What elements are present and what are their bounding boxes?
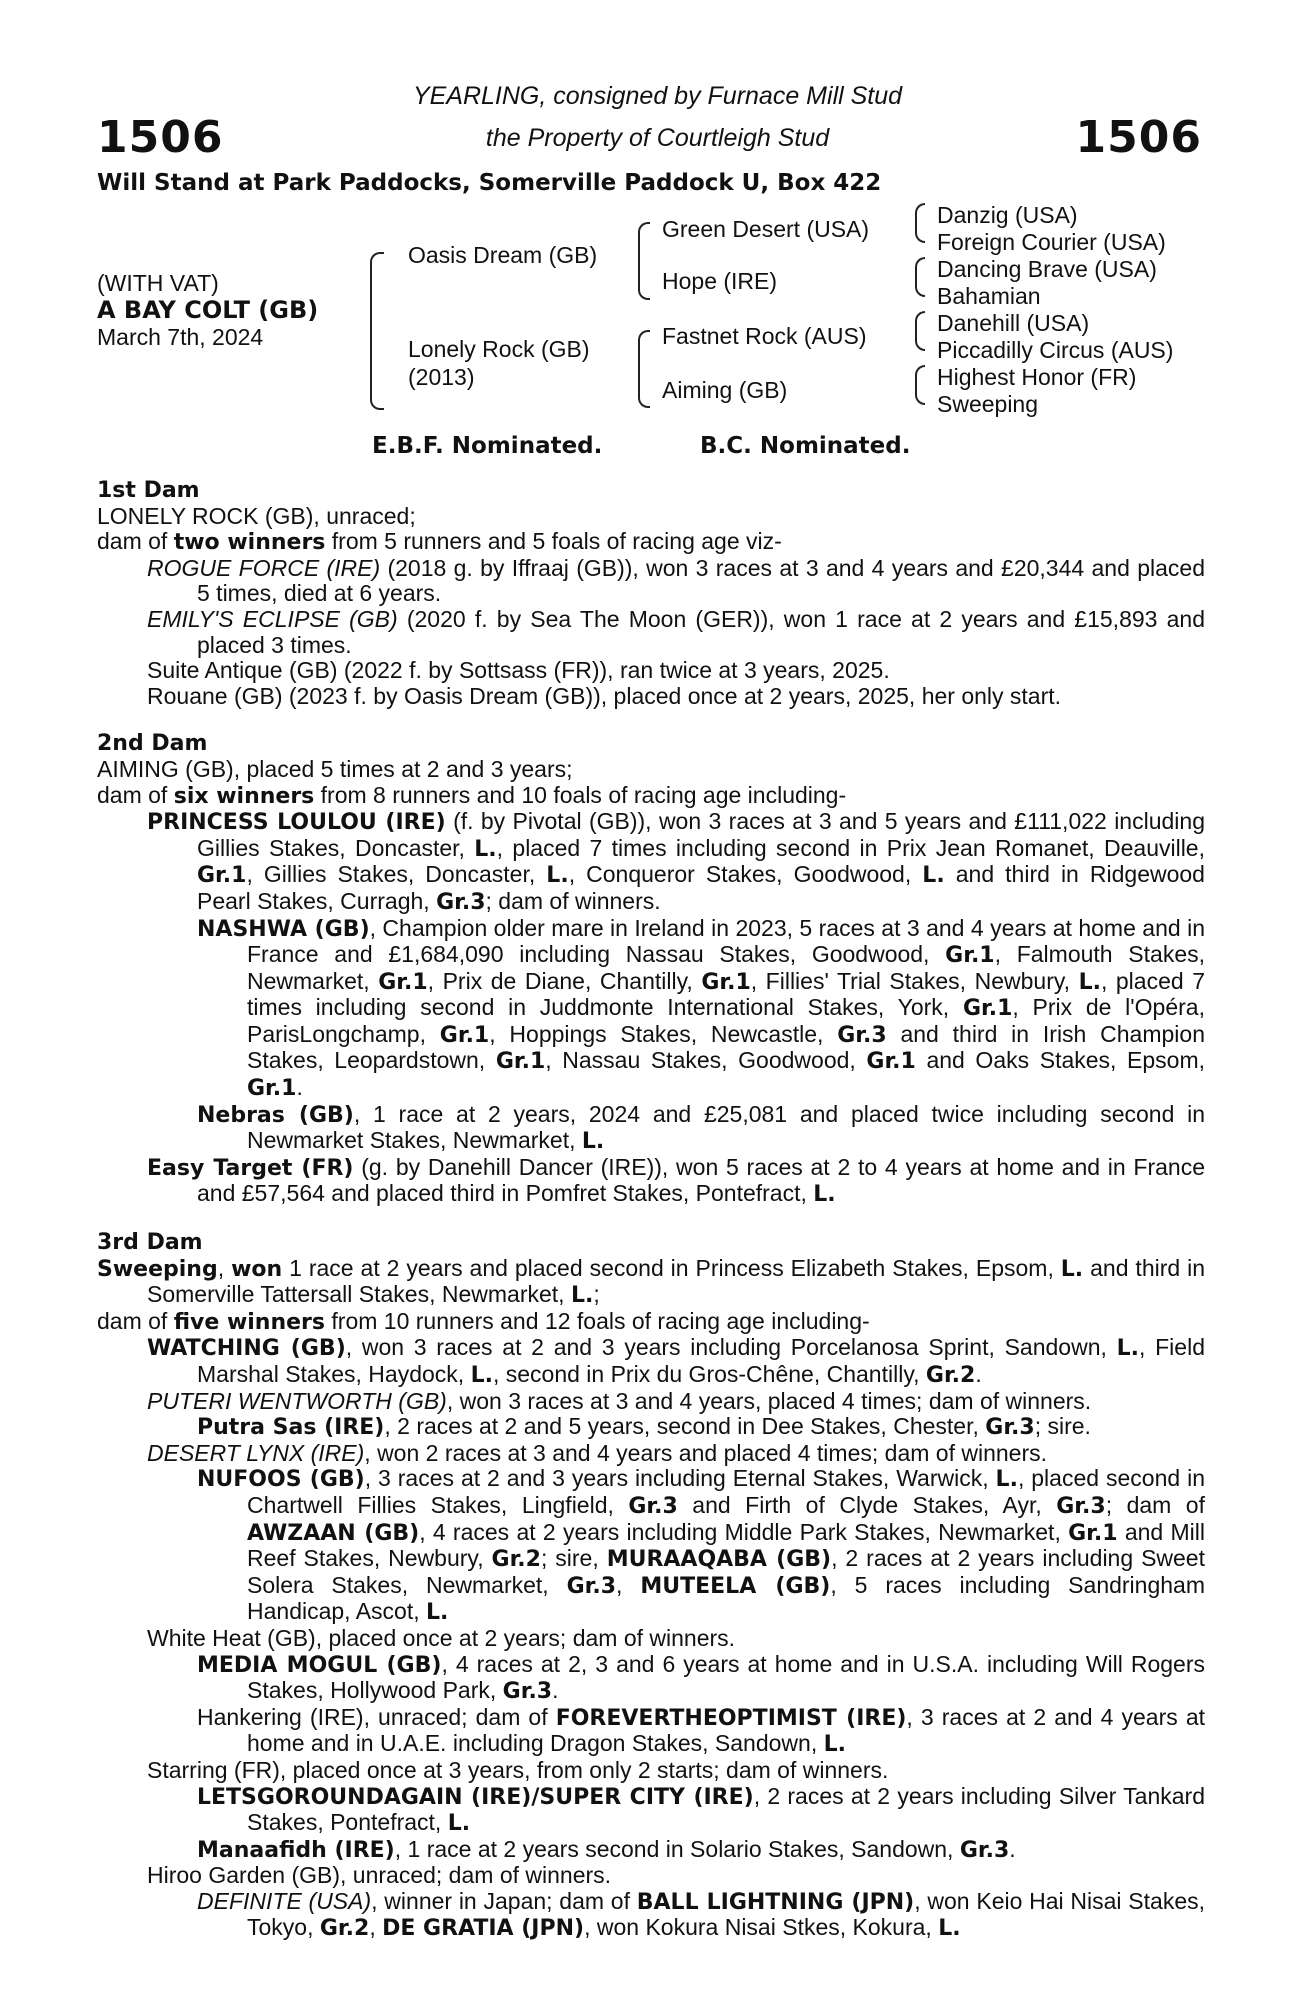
entry-line	[97, 1889, 1205, 1942]
text-run: , won 2 races at 3 and 4 years and placed 4 times; dam of winners.	[364, 1439, 1047, 1466]
italic-text: DESERT LYNX (IRE)	[147, 1439, 365, 1466]
pedigree-sire-dam: Hope (IRE)	[662, 268, 778, 294]
entry-line	[97, 1256, 1205, 1309]
bold-text: two winners	[173, 530, 326, 556]
text-run: , 3 races at 2 and 4 years at home and in U.A.E. including Dragon Stakes, Sandown,	[247, 1703, 1206, 1757]
bold-text: Nebras (GB)	[197, 1102, 354, 1128]
bold-text: Gr.1	[945, 943, 995, 969]
text-run: , Champion older mare in Ireland in 2023, 5 races at 3 and 4 years at home and in France and £1,684,090 including Nassau Stakes, Goodwood,	[247, 914, 1205, 968]
entry-line	[97, 1389, 1205, 1415]
bold-text: Gr.3	[628, 1493, 678, 1519]
text-run: White Heat (GB), placed once at 2 years; dam of winners.	[147, 1624, 736, 1651]
lot-number-right: 1506	[1075, 112, 1202, 163]
bold-text: Gr.3	[436, 889, 486, 915]
entry-line	[97, 1102, 1205, 1155]
text-run: and Firth of Clyde Stakes, Ayr,	[677, 1491, 1057, 1518]
text-run: 1 race at 2 years and placed second in Princess Elizabeth Stakes, Epsom,	[282, 1254, 1061, 1281]
text-run: Suite Antique (GB) (2022 f. by Sottsass (FR)), ran twice at 3 years, 2025.	[147, 657, 890, 684]
text-run: , Conqueror Stakes, Goodwood,	[568, 861, 923, 888]
entry-line	[97, 757, 1205, 783]
text-run: , won Kokura Nisai Stkes, Kokura,	[584, 1914, 939, 1941]
text-run: , 4 races at 2, 3 and 6 years at home and in U.S.A. including Will Rogers Stakes, Hollywood Park,	[247, 1650, 1206, 1704]
text-run: AIMING (GB), placed 5 times at 2 and 3 years;	[97, 755, 573, 782]
bold-text: Gr.2	[491, 1547, 541, 1573]
pedigree-sire-sire: Green Desert (USA)	[662, 216, 870, 242]
entry-line	[97, 1414, 1205, 1441]
bold-text: Gr.1	[962, 996, 1013, 1022]
text-run: .	[975, 1361, 982, 1387]
pedigree-dam-dam: Aiming (GB)	[662, 377, 788, 403]
bold-text: L.	[1060, 1256, 1084, 1282]
bold-text: L.	[474, 836, 497, 862]
bold-text: NASHWA (GB)	[197, 916, 370, 942]
text-run: (2018 g. by Iffraaj (GB)), won 3 races at 3 and 4 years and £20,344 and placed 5 times, died at 6 years.	[197, 554, 1205, 607]
bold-text: Gr.2	[925, 1363, 976, 1388]
pedigree-g3-1: Danzig (USA)	[937, 202, 1078, 228]
text-run: , placed 7 times including second in Juddmonte International Stakes, York,	[247, 967, 1205, 1021]
bold-text: Gr.1	[439, 1022, 490, 1048]
dam-section	[97, 478, 1205, 709]
text-run: and Oaks Stakes, Epsom,	[915, 1047, 1206, 1074]
bold-text: L.	[938, 1916, 961, 1942]
dam-section	[97, 731, 1205, 1208]
ebf-nomination: E.B.F. Nominated.	[372, 433, 603, 459]
text-run: ; dam of	[1105, 1491, 1205, 1518]
bold-text: L.	[813, 1182, 836, 1208]
text-run: and third in Irish Champion Stakes, Leopardstown,	[247, 1020, 1205, 1074]
bold-text: L.	[447, 1811, 471, 1837]
vat-note: (WITH VAT)	[97, 270, 219, 296]
entry-line	[97, 1466, 1205, 1626]
text-run: Rouane (GB) (2023 f. by Oasis Dream (GB)), placed once at 2 years, 2025, her only start.	[147, 682, 1062, 709]
entry-line	[97, 658, 1205, 684]
bold-text: Gr.1	[378, 969, 428, 995]
text-run: , won 3 races at 2 and 3 years including Porcelanosa Sprint, Sandown,	[345, 1334, 1117, 1361]
entry-line	[97, 1441, 1205, 1467]
bold-text: L.	[570, 1283, 594, 1309]
text-run: ,	[616, 1571, 641, 1598]
text-run: Hiroo Garden (GB), unraced; dam of winners.	[147, 1862, 612, 1889]
bold-text: L.	[470, 1363, 493, 1388]
text-run: , Hoppings Stakes, Newcastle,	[489, 1020, 838, 1047]
section-heading: 2nd Dam	[97, 731, 208, 757]
foaling-date: March 7th, 2024	[97, 324, 264, 350]
text-run: (g. by Danehill Dancer (IRE)), won 5 races at 2 to 4 years at home and in France and £57,564 and placed third in Pomfret Stakes, Pontefract,	[197, 1153, 1205, 1207]
text-run: , 2 races at 2 years including Sweet Solera Stakes, Newmarket,	[247, 1545, 1205, 1598]
bold-text: L.	[995, 1467, 1018, 1493]
bold-text: L.	[1116, 1336, 1140, 1362]
text-run: ; sire.	[1034, 1413, 1091, 1440]
bold-text: Putra Sas (IRE)	[197, 1415, 385, 1441]
bold-text: L.	[1078, 969, 1101, 995]
bold-text: WATCHING (GB)	[147, 1336, 346, 1362]
bold-text: won	[231, 1256, 283, 1282]
text-run: , Fillies' Trial Stakes, Newbury,	[750, 967, 1079, 994]
pedigree-brace-dam	[638, 330, 650, 408]
entry-line	[97, 1837, 1205, 1864]
pedigree-g3-2: Foreign Courier (USA)	[937, 229, 1166, 255]
pedigree-g3-4: Bahamian	[937, 283, 1041, 309]
pedigree-sire: Oasis Dream (GB)	[408, 242, 598, 268]
text-run: (2020 f. by Sea The Moon (GER)), won 1 race at 2 years and £15,893 and placed 3 times.	[197, 605, 1205, 658]
pedigree-brace-g4	[915, 365, 925, 405]
entry-line	[97, 1758, 1205, 1784]
bold-text: MEDIA MOGUL (GB)	[197, 1652, 442, 1678]
bold-text: DE GRATIA (JPN)	[382, 1916, 585, 1942]
pedigree-dam-sire: Fastnet Rock (AUS)	[662, 323, 867, 349]
text-run: , placed 7 times including second in Prix Jean Romanet, Deauville,	[496, 834, 1205, 861]
bold-text: five winners	[173, 1309, 326, 1335]
bold-text: FOREVERTHEOPTIMIST (IRE)	[555, 1705, 907, 1731]
bold-text: Gr.3	[959, 1837, 1010, 1863]
section-heading: 1st Dam	[97, 478, 200, 503]
italic-text: EMILY'S ECLIPSE (GB)	[147, 605, 398, 632]
bold-text: BALL LIGHTNING (JPN)	[636, 1889, 915, 1915]
text-run: ,	[369, 1914, 383, 1941]
bold-text: PRINCESS LOULOU (IRE)	[147, 810, 446, 836]
bold-text: MURAAQABA (GB)	[606, 1547, 832, 1573]
entry-line	[97, 1705, 1205, 1758]
bold-text: MUTEELA (GB)	[640, 1573, 831, 1599]
text-run: and third in Ridgewood Pearl Stakes, Curragh,	[197, 861, 1205, 914]
text-run: , won 3 races at 3 and 4 years, placed 4 times; dam of winners.	[446, 1387, 1092, 1414]
bold-text: AWZAAN (GB)	[247, 1520, 420, 1546]
text-run: , Field Marshal Stakes, Haydock,	[197, 1334, 1205, 1387]
entry-line	[97, 809, 1205, 915]
bold-text: Gr.2	[319, 1916, 370, 1942]
bold-text: Sweeping	[97, 1256, 218, 1282]
text-run: , won Keio Hai Nisai Stakes, Tokyo,	[247, 1887, 1206, 1941]
bold-text: Gr.3	[837, 1022, 887, 1048]
bold-text: Easy Target (FR)	[147, 1155, 354, 1181]
italic-text: DEFINITE (USA)	[197, 1887, 372, 1914]
entry-line	[97, 1652, 1205, 1705]
text-run: , 1 race at 2 years, 2024 and £25,081 and placed twice including second in Newmarket Stakes, Newmarket,	[247, 1100, 1206, 1154]
bold-text: Gr.1	[495, 1049, 546, 1075]
entry-line	[97, 1335, 1205, 1388]
entry-line	[97, 916, 1205, 1102]
bold-text: L.	[922, 863, 945, 889]
text-run: LONELY ROCK (GB), unraced;	[97, 502, 416, 529]
entry-line	[97, 1155, 1205, 1208]
text-run: dam of	[97, 1307, 174, 1334]
bold-text: Gr.3	[1056, 1493, 1106, 1519]
text-run: , Prix de Diane, Chantilly,	[427, 967, 702, 994]
bc-nomination: B.C. Nominated.	[700, 433, 911, 459]
text-run: from 8 runners and 10 foals of racing age including-	[314, 781, 847, 808]
bold-text: Gr.1	[197, 863, 247, 889]
pedigree-brace-main	[370, 252, 384, 410]
text-run: , 4 races at 2 years including Middle Park Stakes, Newmarket,	[419, 1518, 1069, 1545]
bold-text: L.	[581, 1129, 605, 1155]
text-run: , placed second in Chartwell Fillies Stakes, Lingfield,	[247, 1465, 1205, 1518]
bold-text: Gr.3	[502, 1679, 553, 1705]
entry-line	[97, 607, 1205, 658]
entry-line	[97, 783, 1205, 810]
location: Will Stand at Park Paddocks, Somerville Paddock U, Box 422	[97, 170, 882, 196]
text-run: Hankering (IRE), unraced; dam of	[197, 1703, 556, 1730]
text-run: , 2 races at 2 years including Silver Tankard Stakes, Pontefract,	[247, 1782, 1205, 1836]
bold-text: Gr.1	[247, 1076, 297, 1102]
text-run: , 5 races including Sandringham Handicap, Ascot,	[247, 1571, 1205, 1625]
pedigree-g3-5: Danehill (USA)	[937, 310, 1090, 336]
entry-line	[97, 556, 1205, 607]
text-run: , 1 race at 2 years second in Solario Stakes, Sandown,	[394, 1835, 960, 1862]
pedigree-brace-g3	[915, 311, 925, 351]
bold-text: NUFOOS (GB)	[197, 1467, 365, 1493]
bold-text: Gr.1	[866, 1049, 916, 1075]
text-run: , Falmouth Stakes, Newmarket,	[247, 941, 1206, 994]
text-run: , 2 races at 2 and 5 years, second in Dee Stakes, Chester,	[384, 1413, 986, 1440]
section-heading: 3rd Dam	[97, 1230, 203, 1256]
entry-line	[97, 1626, 1205, 1652]
bold-text: Manaafidh (IRE)	[197, 1837, 395, 1863]
text-run: , Gillies Stakes, Doncaster,	[246, 861, 547, 888]
text-run: ;	[593, 1281, 600, 1308]
text-run: dam of	[97, 781, 174, 808]
entry-line	[97, 1309, 1205, 1336]
pedigree-g3-7: Highest Honor (FR)	[937, 364, 1137, 390]
text-run: , 3 races at 2 and 3 years including Eternal Stakes, Warwick,	[364, 1465, 996, 1492]
pedigree-brace-sire	[638, 222, 650, 300]
italic-text: PUTERI WENTWORTH (GB)	[147, 1387, 447, 1414]
dam-section	[97, 1230, 1205, 1942]
text-run: and third in Somerville Tattersall Stakes, Newmarket,	[147, 1254, 1206, 1308]
pedigree-g3-3: Dancing Brave (USA)	[937, 256, 1157, 282]
text-run: dam of	[97, 528, 174, 555]
bold-text: Gr.1	[1068, 1520, 1118, 1546]
consignment-line-2: the Property of Courtleigh Stud	[485, 124, 830, 152]
pedigree-g3-8: Sweeping	[937, 391, 1039, 417]
italic-text: ROGUE FORCE (IRE)	[147, 554, 381, 581]
entry-line	[97, 1784, 1205, 1837]
entry-line	[97, 529, 1205, 556]
bold-text: Gr.1	[701, 969, 751, 995]
bold-text: Gr.3	[985, 1415, 1035, 1441]
bold-text: L.	[426, 1600, 449, 1626]
text-run: Starring (FR), placed once at 3 years, from only 2 starts; dam of winners.	[147, 1756, 889, 1783]
text-run: ,	[217, 1254, 232, 1281]
entry-line	[97, 504, 1205, 530]
text-run: from 5 runners and 5 foals of racing age viz-	[325, 528, 782, 555]
entry-line	[97, 684, 1205, 710]
text-run: , Nassau Stakes, Goodwood,	[545, 1047, 867, 1074]
horse-name: A BAY COLT (GB)	[97, 296, 319, 324]
lot-number-left: 1506	[97, 112, 224, 163]
text-run: .	[296, 1074, 303, 1101]
bold-text: LETSGOROUNDAGAIN (IRE)/SUPER CITY (IRE)	[197, 1784, 754, 1810]
text-run: from 10 runners and 12 foals of racing age including-	[325, 1307, 870, 1334]
text-run: and Mill Reef Stakes, Newbury,	[247, 1518, 1205, 1572]
bold-text: L.	[823, 1732, 847, 1758]
pedigree-dam-year: (2013)	[408, 364, 475, 390]
entry-line	[97, 1863, 1205, 1889]
pedigree-brace-g2	[915, 257, 925, 297]
consignment-line-1: YEARLING, consigned by Furnace Mill Stud	[412, 82, 903, 110]
pedigree-g3-6: Piccadilly Circus (AUS)	[937, 337, 1174, 363]
pedigree-dam: Lonely Rock (GB)	[408, 336, 590, 362]
text-run: (f. by Pivotal (GB)), won 3 races at 3 and 5 years and £111,022 including Gillies Stakes, Doncaster,	[197, 808, 1205, 861]
text-run: , second in Prix du Gros-Chêne, Chantilly,	[492, 1361, 926, 1387]
pedigree-brace-g1	[915, 203, 925, 243]
text-run: .	[552, 1677, 559, 1704]
bold-text: L.	[546, 863, 569, 889]
bold-text: six winners	[173, 783, 315, 809]
text-run: ; sire,	[540, 1545, 607, 1572]
text-run: ; dam of winners.	[485, 887, 661, 914]
text-run: , winner in Japan; dam of	[371, 1887, 637, 1914]
text-run: .	[1009, 1835, 1016, 1862]
bold-text: Gr.3	[566, 1573, 617, 1599]
text-run: , Prix de l'Opéra, ParisLongchamp,	[247, 994, 1205, 1047]
catalogue-body	[97, 478, 1205, 1942]
